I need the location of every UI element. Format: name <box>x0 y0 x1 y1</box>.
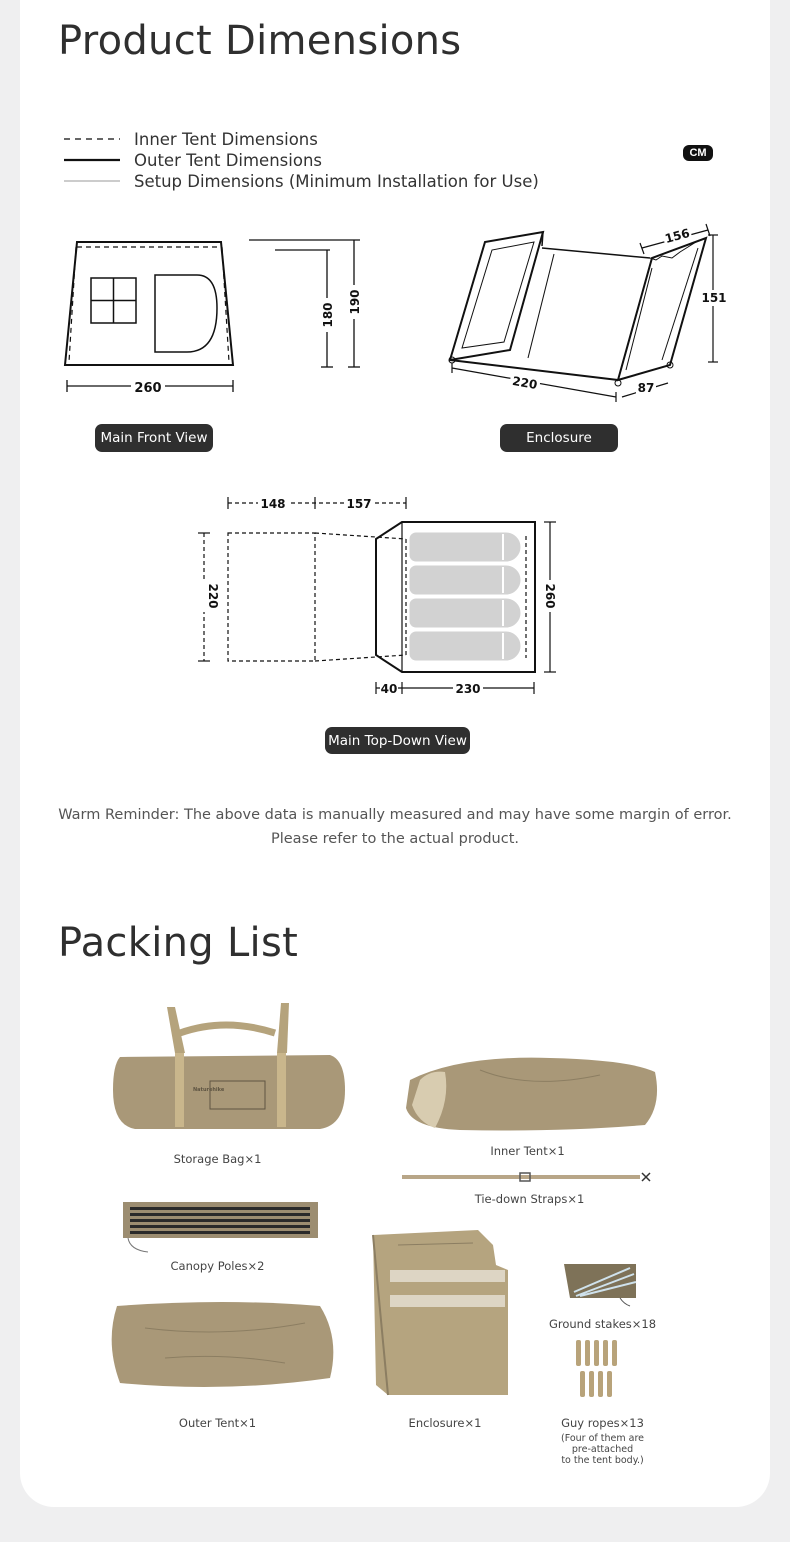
outer-tent-image <box>105 1298 340 1393</box>
inner-tent-image <box>400 1050 665 1135</box>
enclosure-caption: Enclosure×1 <box>408 1416 482 1430</box>
canopy-poles-image <box>118 1198 323 1258</box>
ground-stakes-caption: Ground stakes×18 <box>548 1317 657 1331</box>
guy-ropes-note-3: to the tent body.) <box>561 1455 644 1466</box>
enclosure-width-label: 87 <box>637 381 655 395</box>
storage-bag-caption: Storage Bag×1 <box>173 1152 262 1166</box>
top-d2-label: 157 <box>346 497 372 511</box>
top-width-label: 220 <box>206 583 220 609</box>
enclosure-view-label: Enclosure <box>500 424 618 452</box>
straps-caption: Tie-down Straps×1 <box>474 1192 585 1206</box>
inner-tent-caption: Inner Tent×1 <box>490 1144 565 1158</box>
front-view-diagram <box>55 230 375 410</box>
dashed-line-icon <box>64 137 120 141</box>
legend-inner <box>64 129 318 149</box>
front-inner-height-label: 180 <box>321 302 335 328</box>
enclosure-height-label: 151 <box>701 291 727 305</box>
packing-title: Packing List <box>58 920 299 966</box>
guy-ropes-note-1: (Four of them are <box>561 1433 644 1444</box>
outer-tent-caption: Outer Tent×1 <box>178 1416 257 1430</box>
enclosure-depth-label: 156 <box>663 225 692 246</box>
front-view-label: Main Front View <box>95 424 213 452</box>
enclosure-length-label: 220 <box>511 373 539 393</box>
top-height-label: 260 <box>543 583 557 609</box>
top-view-label: Main Top-Down View <box>325 727 470 754</box>
ground-stakes-image <box>560 1260 640 1310</box>
top-vestibule-label: 40 <box>380 682 398 696</box>
guy-ropes-note-2: pre-attached <box>571 1444 634 1455</box>
reminder-line-1: Warm Reminder: The above data is manually measured and may have some margin of error. <box>58 807 732 823</box>
legend-label: Setup Dimensions (Minimum Installation for Use) <box>134 171 539 191</box>
front-outer-height-label: 190 <box>348 289 362 315</box>
top-view-diagram <box>190 490 570 705</box>
enclosure-image <box>368 1225 513 1400</box>
reminder-line-2: Please refer to the actual product. <box>270 831 520 847</box>
legend-outer <box>64 150 322 170</box>
legend-setup <box>64 171 539 191</box>
canopy-poles-caption: Canopy Poles×2 <box>170 1259 265 1273</box>
enclosure-diagram <box>440 220 740 405</box>
dimensions-title: Product Dimensions <box>58 18 462 64</box>
guy-ropes-caption: Guy ropes×13 <box>561 1416 644 1430</box>
legend-label: Inner Tent Dimensions <box>134 129 318 149</box>
top-d1-label: 148 <box>260 497 286 511</box>
guy-ropes-image <box>572 1338 627 1400</box>
solid-line-icon <box>64 158 120 162</box>
svg-text:Naturehike: Naturehike <box>193 1087 225 1093</box>
storage-bag-image <box>105 995 355 1140</box>
front-width-label: 260 <box>134 381 162 396</box>
top-inner-label: 230 <box>455 682 481 696</box>
thin-line-icon <box>64 179 120 183</box>
straps-image <box>400 1170 655 1184</box>
unit-badge: CM <box>683 145 713 161</box>
legend-label: Outer Tent Dimensions <box>134 150 322 170</box>
